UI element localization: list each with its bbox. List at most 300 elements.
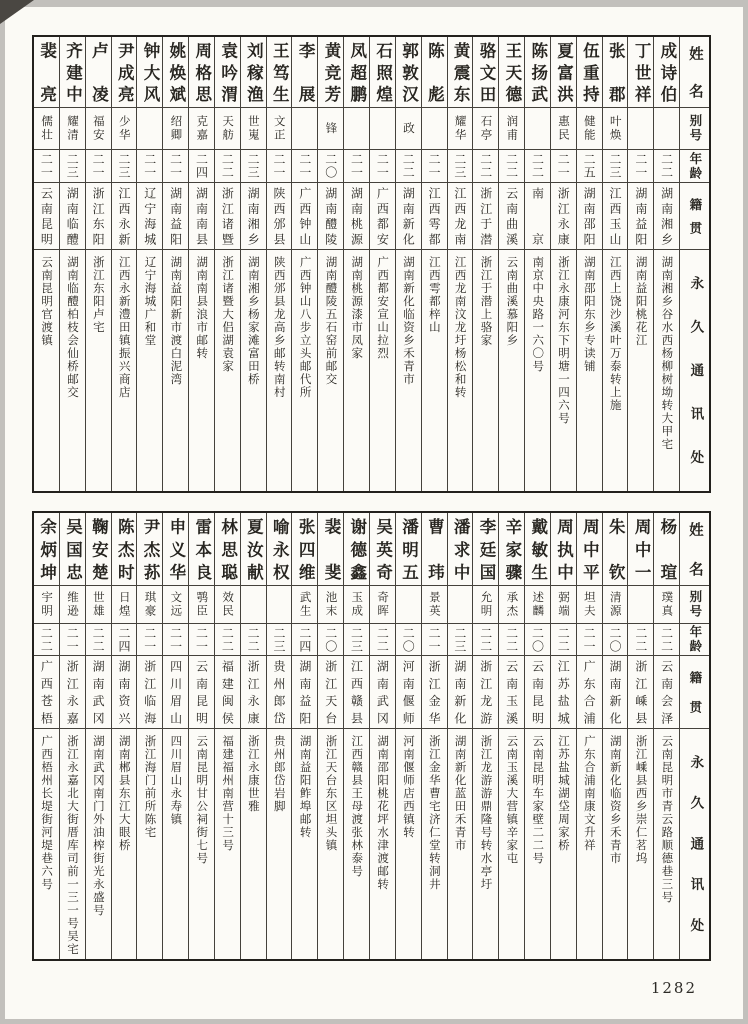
- person-age: 二二: [659, 153, 674, 179]
- person-age-cell: [551, 149, 576, 182]
- person-native-place: 湖南新化: [452, 660, 467, 724]
- person-name: 谢德鑫: [347, 518, 367, 580]
- person-name-cell: [189, 513, 214, 585]
- person-alias: 叶焕: [608, 115, 623, 142]
- header-age-label: 年龄: [687, 625, 703, 654]
- header-age-cell: [680, 149, 709, 182]
- person-age-cell: [60, 149, 85, 182]
- person-native-place: 云南昆明: [194, 660, 209, 724]
- person-address: 浙江金华曹宅济仁堂转洞井: [427, 735, 442, 891]
- person-column: [291, 513, 317, 959]
- person-alias-cell: [422, 585, 447, 623]
- person-alias-cell: [473, 107, 498, 149]
- person-native-cell: [267, 182, 292, 249]
- person-native-place: 湖南湘乡: [659, 187, 674, 245]
- person-alias: 少华: [117, 115, 132, 142]
- person-native-place: 湖南湘乡: [246, 187, 261, 245]
- person-alias-cell: [525, 107, 550, 149]
- person-column: [59, 37, 85, 491]
- person-name-cell: [137, 37, 162, 107]
- person-age: 二三: [452, 153, 467, 179]
- person-age-cell: [137, 623, 162, 655]
- person-native-cell: [603, 182, 628, 249]
- person-name-cell: [241, 37, 266, 107]
- person-name: 喻永权: [270, 518, 290, 580]
- header-name-cell: [680, 513, 709, 585]
- person-address: 湖南醴陵五石窑前邮交: [324, 256, 339, 386]
- person-alias: 文远: [169, 591, 184, 618]
- person-name: 张四维: [296, 518, 316, 580]
- person-age-cell: [628, 149, 653, 182]
- person-name: 陈扬武: [528, 42, 548, 102]
- person-address: 云南昆明官渡镇: [40, 256, 55, 347]
- person-address: 湖南临醴柏枝会仙桥邮交: [66, 256, 81, 399]
- person-native-cell: [241, 655, 266, 728]
- person-alias-cell: [628, 585, 653, 623]
- person-alias-cell: [112, 585, 137, 623]
- person-alias-cell: [577, 585, 602, 623]
- person-column: [240, 37, 266, 491]
- person-address: 云南昆明甘公祠街七号: [195, 735, 210, 865]
- scanned-page: [5, 7, 743, 1019]
- person-name-cell: [577, 37, 602, 107]
- person-age-cell: [137, 149, 162, 182]
- person-alias: 克嘉: [195, 115, 210, 142]
- person-address-cell: [86, 728, 111, 959]
- person-address-cell: [163, 728, 188, 959]
- person-native-cell: [318, 182, 343, 249]
- person-name: 骆文田: [477, 42, 497, 102]
- person-address-cell: [344, 249, 369, 491]
- person-address-cell: [60, 728, 85, 959]
- person-address: 浙江永康河东下明塘一四六号: [557, 256, 572, 425]
- person-name: 裴亮: [37, 42, 57, 102]
- person-alias-cell: [137, 585, 162, 623]
- person-address: 浙江永嘉北大街厝库司前一三一号吴宅: [66, 735, 81, 956]
- person-alias-cell: [318, 585, 343, 623]
- person-native-place: 河南偃师: [401, 660, 416, 724]
- person-name: 杨瑄: [657, 518, 677, 580]
- person-column: [472, 513, 498, 959]
- person-column: [524, 37, 550, 491]
- person-column: [214, 37, 240, 491]
- person-name: 凤超鹏: [347, 42, 367, 102]
- person-name: 戴敏生: [528, 518, 548, 580]
- person-address: 湖南桃源漆市凤家: [350, 256, 365, 360]
- person-alias-cell: [241, 585, 266, 623]
- person-age: 二一: [349, 153, 364, 179]
- person-age-cell: [344, 149, 369, 182]
- header-column: [679, 513, 709, 959]
- person-column: [524, 513, 550, 959]
- person-name: 余炳坤: [37, 518, 57, 580]
- person-age-cell: [215, 149, 240, 182]
- person-address-cell: [292, 249, 317, 491]
- person-alias-cell: [473, 585, 498, 623]
- person-alias: 润甫: [505, 115, 520, 142]
- person-native-place: 广西钟山: [297, 187, 312, 245]
- person-native-place: 福建闽侯: [220, 660, 235, 724]
- person-native-cell: [267, 655, 292, 728]
- person-name-cell: [60, 37, 85, 107]
- header-native-cell: [680, 655, 709, 728]
- person-native-cell: [396, 182, 421, 249]
- person-age: 二一: [297, 153, 312, 179]
- person-age-cell: [267, 623, 292, 655]
- person-address: 浙江海门前所陈宅: [143, 735, 158, 839]
- person-column: [369, 513, 395, 959]
- person-column: [602, 37, 628, 491]
- header-name-cell: [680, 37, 709, 107]
- person-address-cell: [396, 728, 421, 959]
- person-native-cell: [422, 655, 447, 728]
- person-age-cell: [344, 623, 369, 655]
- person-native-cell: [34, 655, 59, 728]
- person-column: [240, 513, 266, 959]
- person-age-cell: [318, 149, 343, 182]
- person-alias-cell: [34, 585, 59, 623]
- person-column: [291, 37, 317, 491]
- person-name: 陈杰时: [115, 518, 135, 580]
- person-alias: 世嵬: [246, 115, 261, 142]
- person-age-cell: [112, 149, 137, 182]
- person-name-cell: [577, 513, 602, 585]
- person-column: [34, 513, 59, 959]
- person-address-cell: [86, 249, 111, 491]
- person-name: 裴斐: [321, 518, 341, 580]
- person-alias-cell: [603, 585, 628, 623]
- person-address-cell: [137, 728, 162, 959]
- person-address-cell: [499, 728, 524, 959]
- person-address-cell: [628, 728, 653, 959]
- person-native-cell: [137, 182, 162, 249]
- person-alias: 日煌: [117, 591, 132, 618]
- person-alias: 坦夫: [582, 591, 597, 618]
- header-alias-label: 别号: [687, 590, 703, 619]
- person-address: 江西雩都梓山: [427, 256, 442, 334]
- person-age-cell: [603, 149, 628, 182]
- person-address: 广西钟山八步立头邮代所: [298, 256, 313, 399]
- person-native-place: 云南昆明: [39, 187, 54, 245]
- person-alias: 儒壮: [40, 115, 55, 142]
- person-address: 江西龙南汶龙圩杨松和转: [453, 256, 468, 399]
- person-column: [627, 513, 653, 959]
- person-alias-cell: [215, 107, 240, 149]
- person-age: 二五: [582, 153, 597, 179]
- person-alias-cell: [163, 107, 188, 149]
- person-column: [602, 513, 628, 959]
- person-age: 二二: [530, 153, 545, 179]
- person-native-cell: [448, 182, 473, 249]
- header-alias-cell: [680, 107, 709, 149]
- person-column: [343, 513, 369, 959]
- person-native-cell: [603, 655, 628, 728]
- person-age: 二一: [91, 153, 106, 179]
- person-column: [188, 37, 214, 491]
- person-column: [85, 513, 111, 959]
- person-column: [395, 513, 421, 959]
- person-alias: 承杰: [505, 591, 520, 618]
- person-age: 二二: [556, 626, 571, 653]
- header-native-cell: [680, 182, 709, 249]
- person-alias-cell: [292, 585, 317, 623]
- header-address-cell: [680, 728, 709, 959]
- person-name-cell: [473, 513, 498, 585]
- person-age-cell: [215, 623, 240, 655]
- person-age-cell: [525, 623, 550, 655]
- person-alias-cell: [370, 107, 395, 149]
- person-native-cell: [215, 655, 240, 728]
- person-age-cell: [267, 149, 292, 182]
- person-name: 夏汝献: [244, 518, 264, 580]
- person-name: 周执中: [554, 518, 574, 580]
- person-age: 二二: [220, 153, 235, 179]
- person-age-cell: [241, 149, 266, 182]
- scan-corner-artifact: [0, 0, 34, 24]
- person-address-cell: [189, 728, 214, 959]
- person-name-cell: [163, 513, 188, 585]
- person-native-cell: [137, 655, 162, 728]
- person-name-cell: [448, 513, 473, 585]
- person-age-cell: [525, 149, 550, 182]
- person-alias: 效民: [221, 591, 236, 618]
- person-age: 二二: [504, 626, 519, 653]
- person-age: 二二: [246, 626, 261, 653]
- person-name-cell: [292, 513, 317, 585]
- header-age-label: 年龄: [687, 151, 703, 181]
- person-name-cell: [86, 37, 111, 107]
- person-age: 二一: [427, 153, 442, 179]
- person-age: 二一: [633, 153, 648, 179]
- person-native-cell: [370, 182, 395, 249]
- person-native-cell: [86, 182, 111, 249]
- person-age: 二〇: [530, 626, 545, 653]
- person-column: [421, 513, 447, 959]
- person-native-place: 云南昆明: [530, 660, 545, 724]
- person-alias: 述麟: [531, 591, 546, 618]
- person-name: 申义华: [166, 518, 186, 580]
- person-age-cell: [318, 623, 343, 655]
- person-alias-cell: [370, 585, 395, 623]
- header-native-label: 籍贯: [687, 198, 703, 234]
- person-address: 河南偃师店西镇转: [401, 735, 416, 839]
- person-native-place: 浙江龙游: [478, 660, 493, 724]
- person-alias-cell: [525, 585, 550, 623]
- person-alias: 健能: [582, 115, 597, 142]
- person-name: 周中一: [632, 518, 652, 580]
- person-name-cell: [473, 37, 498, 107]
- person-name: 曹玮: [425, 518, 445, 580]
- person-name-cell: [499, 37, 524, 107]
- person-age: 二一: [194, 626, 209, 653]
- person-name: 张郡: [606, 42, 626, 102]
- person-alias: 宇明: [40, 591, 55, 618]
- person-address-cell: [422, 249, 447, 491]
- person-native-cell: [551, 182, 576, 249]
- person-native-cell: [112, 655, 137, 728]
- person-age-cell: [577, 149, 602, 182]
- person-alias: 维逊: [66, 591, 81, 618]
- person-native-place: 广西都安: [375, 187, 390, 245]
- person-native-place: 湖南武冈: [375, 660, 390, 724]
- person-address: 湖南邵阳桃花坪水津渡邮转: [376, 735, 391, 891]
- person-name: 夏富洪: [554, 42, 574, 102]
- person-name-cell: [292, 37, 317, 107]
- person-name: 潘求中: [451, 518, 471, 580]
- person-name-cell: [241, 513, 266, 585]
- person-column: [550, 513, 576, 959]
- person-column: [111, 513, 137, 959]
- person-native-cell: [163, 655, 188, 728]
- person-age-cell: [370, 623, 395, 655]
- person-address: 陕西邠县龙高乡邮转南村: [272, 256, 287, 399]
- person-age-cell: [448, 623, 473, 655]
- person-native-place: 江西龙南: [452, 187, 467, 245]
- person-native-cell: [86, 655, 111, 728]
- person-address: 浙江天台东区坦头镇: [324, 735, 339, 852]
- person-alias: 武生: [298, 591, 313, 618]
- header-native-label: 籍贯: [687, 671, 703, 713]
- person-native-place: 江西永新: [116, 187, 131, 245]
- person-native-cell: [112, 182, 137, 249]
- person-address-cell: [241, 728, 266, 959]
- person-column: [85, 37, 111, 491]
- person-address: 湖南新化临资乡禾青市: [608, 735, 623, 865]
- person-address-cell: [215, 728, 240, 959]
- person-native-cell: [525, 182, 550, 249]
- person-native-place: 云南曲溪: [504, 187, 519, 245]
- person-column: [447, 513, 473, 959]
- person-native-cell: [189, 655, 214, 728]
- header-alias-cell: [680, 585, 709, 623]
- person-name-cell: [215, 37, 240, 107]
- person-native-place: 湖南益阳: [297, 660, 312, 724]
- person-name: 齐建中: [63, 42, 83, 102]
- person-name: 尹成亮: [115, 42, 135, 102]
- person-alias-cell: [60, 107, 85, 149]
- person-native-cell: [628, 655, 653, 728]
- person-alias-cell: [551, 107, 576, 149]
- person-age: 二三: [452, 626, 467, 653]
- person-native-place: 湖南醴陵: [323, 187, 338, 245]
- person-name: 周中平: [580, 518, 600, 580]
- person-address: 湖南新化临资乡禾青市: [401, 256, 416, 386]
- person-name: 郭敦汉: [399, 42, 419, 102]
- person-age: 二三: [272, 626, 287, 653]
- person-native-place: 湖南南县: [194, 187, 209, 245]
- person-name: 潘明五: [399, 518, 419, 580]
- person-alias: 文正: [272, 115, 287, 142]
- person-name: 石照煌: [373, 42, 393, 102]
- person-name-cell: [654, 513, 679, 585]
- person-address-cell: [267, 249, 292, 491]
- person-name: 辛家骤: [502, 518, 522, 580]
- person-address-cell: [370, 728, 395, 959]
- person-alias-cell: [163, 585, 188, 623]
- person-alias: 玉成: [350, 591, 365, 618]
- person-age-cell: [292, 623, 317, 655]
- person-age: 二三: [246, 153, 261, 179]
- person-alias-cell: [267, 107, 292, 149]
- person-name: 陈彪: [425, 42, 445, 102]
- person-column: [136, 37, 162, 491]
- person-alias-cell: [86, 585, 111, 623]
- person-column: [550, 37, 576, 491]
- person-age: 二二: [39, 626, 54, 653]
- person-age-cell: [86, 149, 111, 182]
- person-address: 浙江嵊县西乡崇仁茗坞: [634, 735, 649, 865]
- person-native-place: 浙江于潜: [478, 187, 493, 245]
- person-address-cell: [34, 728, 59, 959]
- person-native-cell: [292, 655, 317, 728]
- header-address-cell: [680, 249, 709, 491]
- person-age: 二一: [582, 626, 597, 653]
- person-address: 湖南益阳鲊埠邮转: [298, 735, 313, 839]
- person-column: [653, 37, 679, 491]
- person-alias-cell: [396, 585, 421, 623]
- person-address: 湖南湘乡谷水西杨柳树坳转大甲宅: [660, 256, 675, 451]
- person-native-place: 江苏盐城: [556, 660, 571, 724]
- person-address-cell: [34, 249, 59, 491]
- person-native-place: 湖南武冈: [91, 660, 106, 724]
- person-address-cell: [318, 249, 343, 491]
- person-column: [447, 37, 473, 491]
- person-name-cell: [603, 37, 628, 107]
- person-alias: 锋: [324, 121, 339, 136]
- person-native-cell: [396, 655, 421, 728]
- person-address-cell: [163, 249, 188, 491]
- person-age: 二二: [91, 626, 106, 653]
- person-age: 二一: [65, 626, 80, 653]
- person-alias-cell: [86, 107, 111, 149]
- person-alias-cell: [137, 107, 162, 149]
- person-address: 湖南南县浪市邮转: [195, 256, 210, 360]
- person-age-cell: [628, 623, 653, 655]
- header-name-label: 姓名: [686, 522, 704, 576]
- person-alias-cell: [422, 107, 447, 149]
- person-address-cell: [370, 249, 395, 491]
- person-address-cell: [577, 728, 602, 959]
- person-native-cell: [189, 182, 214, 249]
- person-alias: 弼端: [557, 591, 572, 618]
- person-alias-cell: [112, 107, 137, 149]
- person-alias: 允明: [479, 591, 494, 618]
- person-alias-cell: [267, 585, 292, 623]
- person-address: 云南昆明车家壁二二号: [531, 735, 546, 865]
- person-age: 二三: [116, 153, 131, 179]
- person-name-cell: [370, 37, 395, 107]
- person-age: 二一: [556, 153, 571, 179]
- person-alias-cell: [241, 107, 266, 149]
- person-address: 湖南益阳桃花江: [634, 256, 649, 347]
- person-native-place: 湖南资兴: [116, 660, 131, 724]
- person-name-cell: [34, 37, 59, 107]
- person-native-place: 浙江东阳: [91, 187, 106, 245]
- person-address-cell: [499, 249, 524, 491]
- person-native-cell: [473, 655, 498, 728]
- person-alias: 石亭: [479, 115, 494, 142]
- person-age-cell: [396, 149, 421, 182]
- person-native-cell: [318, 655, 343, 728]
- person-age-cell: [370, 149, 395, 182]
- person-native-place: 浙江嵊县: [633, 660, 648, 724]
- person-native-place: 贵州郎岱: [272, 660, 287, 724]
- person-name: 丁世祥: [632, 42, 652, 102]
- person-address-cell: [628, 249, 653, 491]
- person-age: 二二: [504, 153, 519, 179]
- person-age: 二〇: [323, 626, 338, 653]
- person-age-cell: [189, 623, 214, 655]
